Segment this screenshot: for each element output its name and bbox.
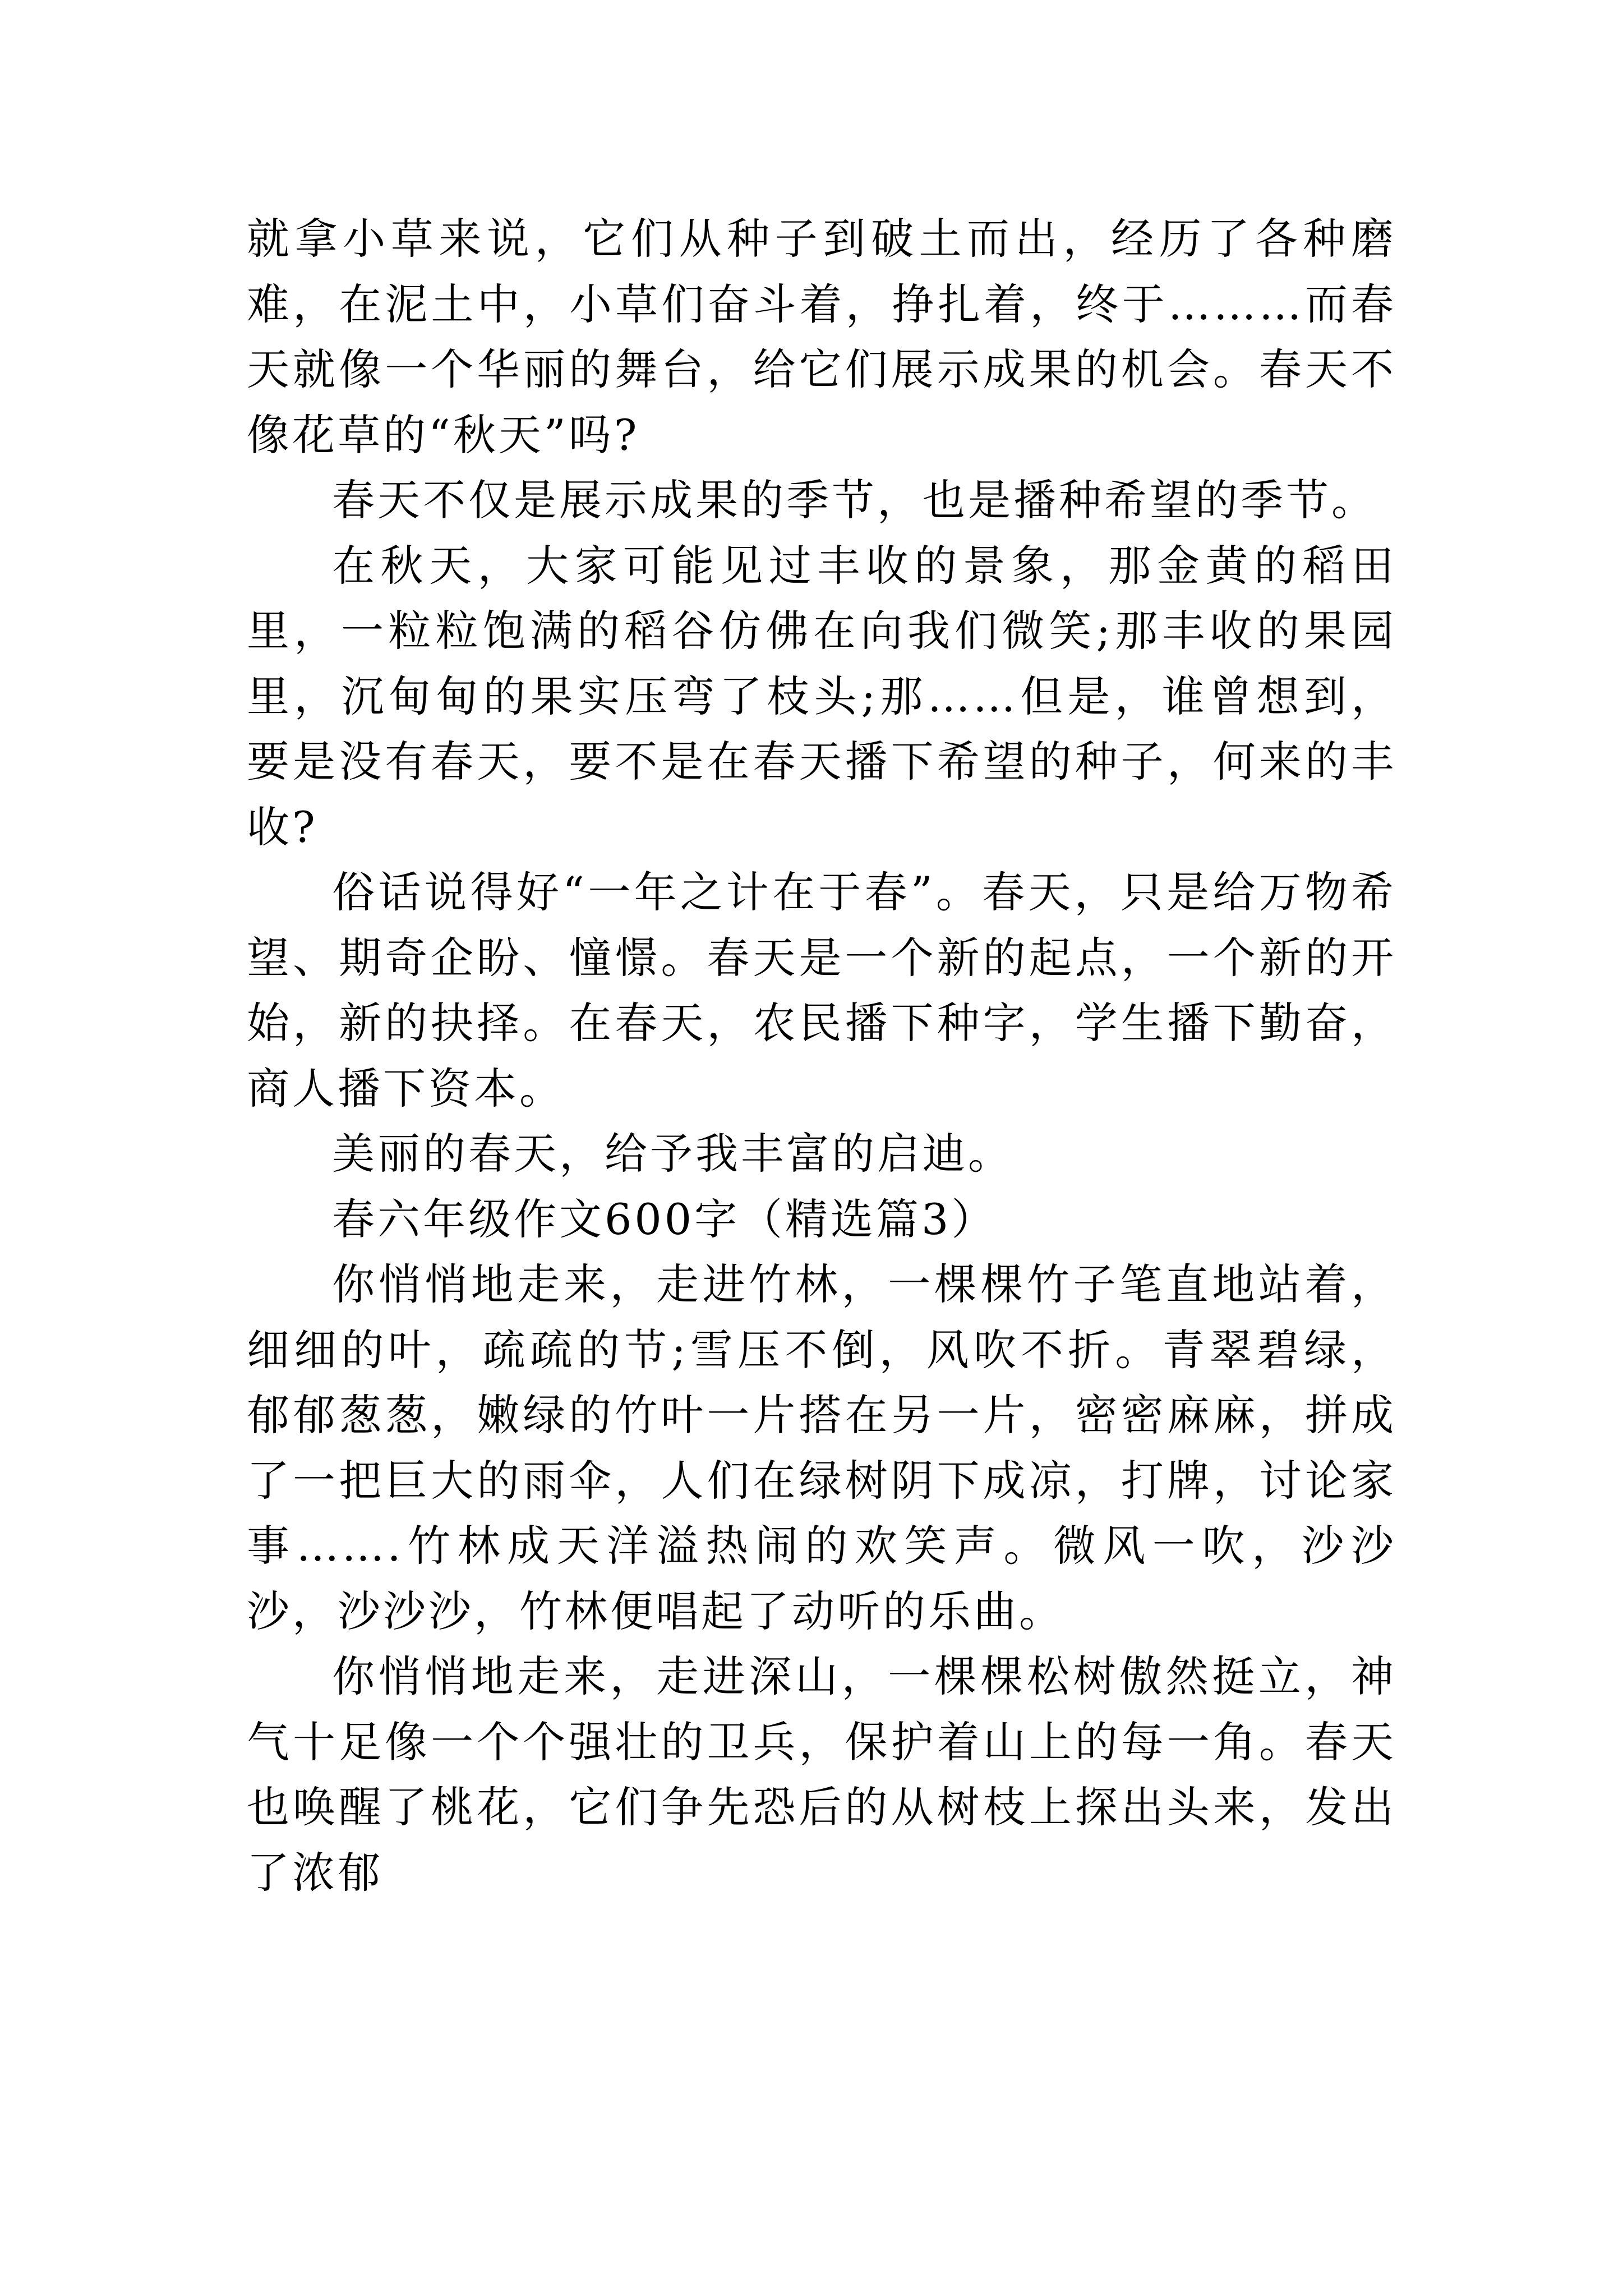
paragraph-autumn-harvest: 在秋天，大家可能见过丰收的景象，那金黄的稻田里，一粒粒饱满的稻谷仿佛在向我们微笑;那丰收的果园里，沉甸甸的果实压弯了枝头;那……但是，谁曾想到，要是没有春天，要不是在春天播下希望的种子，何来的丰收? [247,540,1396,852]
paragraph-beautiful-spring: 美丽的春天，给予我丰富的启迪。 [332,1129,1013,1179]
paragraph-grass: 就拿小草来说，它们从种子到破土而出，经历了各种磨难，在泥土中，小草们奋斗着，挣扎着，终于………而春天就像一个华丽的舞台，给它们展示成果的机会。春天不像花草的“秋天”吗? [247,214,1396,460]
paragraph-spring-hope: 春天不仅是展示成果的季节，也是播种希望的季节。 [332,475,1377,525]
paragraph-bamboo-forest: 你悄悄地走来，走进竹林，一棵棵竹子笔直地站着，细细的叶，疏疏的节;雪压不倒，风吹不折。青翠碧绿，郁郁葱葱，嫩绿的竹叶一片搭在另一片，密密麻麻，拼成了一把巨大的雨伞，人们在绿树阴下成凉，打牌，讨论家事…….竹林成天洋溢热闹的欢笑声。微风一吹，沙沙沙，沙沙沙，竹林便唱起了动听的乐曲。 [247,1259,1396,1636]
document-body [247,206,1396,1906]
paragraph-deep-mountain: 你悄悄地走来，走进深山，一棵棵松树傲然挺立，神气十足像一个个强壮的卫兵，保护着山上的每一角。春天也唤醒了桃花，它们争先恐后的从树枝上探出头来，发出了浓郁 [247,1651,1396,1898]
paragraph-proverb: 俗话说得好“一年之计在于春”。春天，只是给万物希望、期奇企盼、憧憬。春天是一个新的起点，一个新的开始，新的抉择。在春天，农民播下种字，学生播下勤奋，商人播下资本。 [247,867,1396,1114]
section-heading: 春六年级作文600字（精选篇3） [332,1194,997,1244]
